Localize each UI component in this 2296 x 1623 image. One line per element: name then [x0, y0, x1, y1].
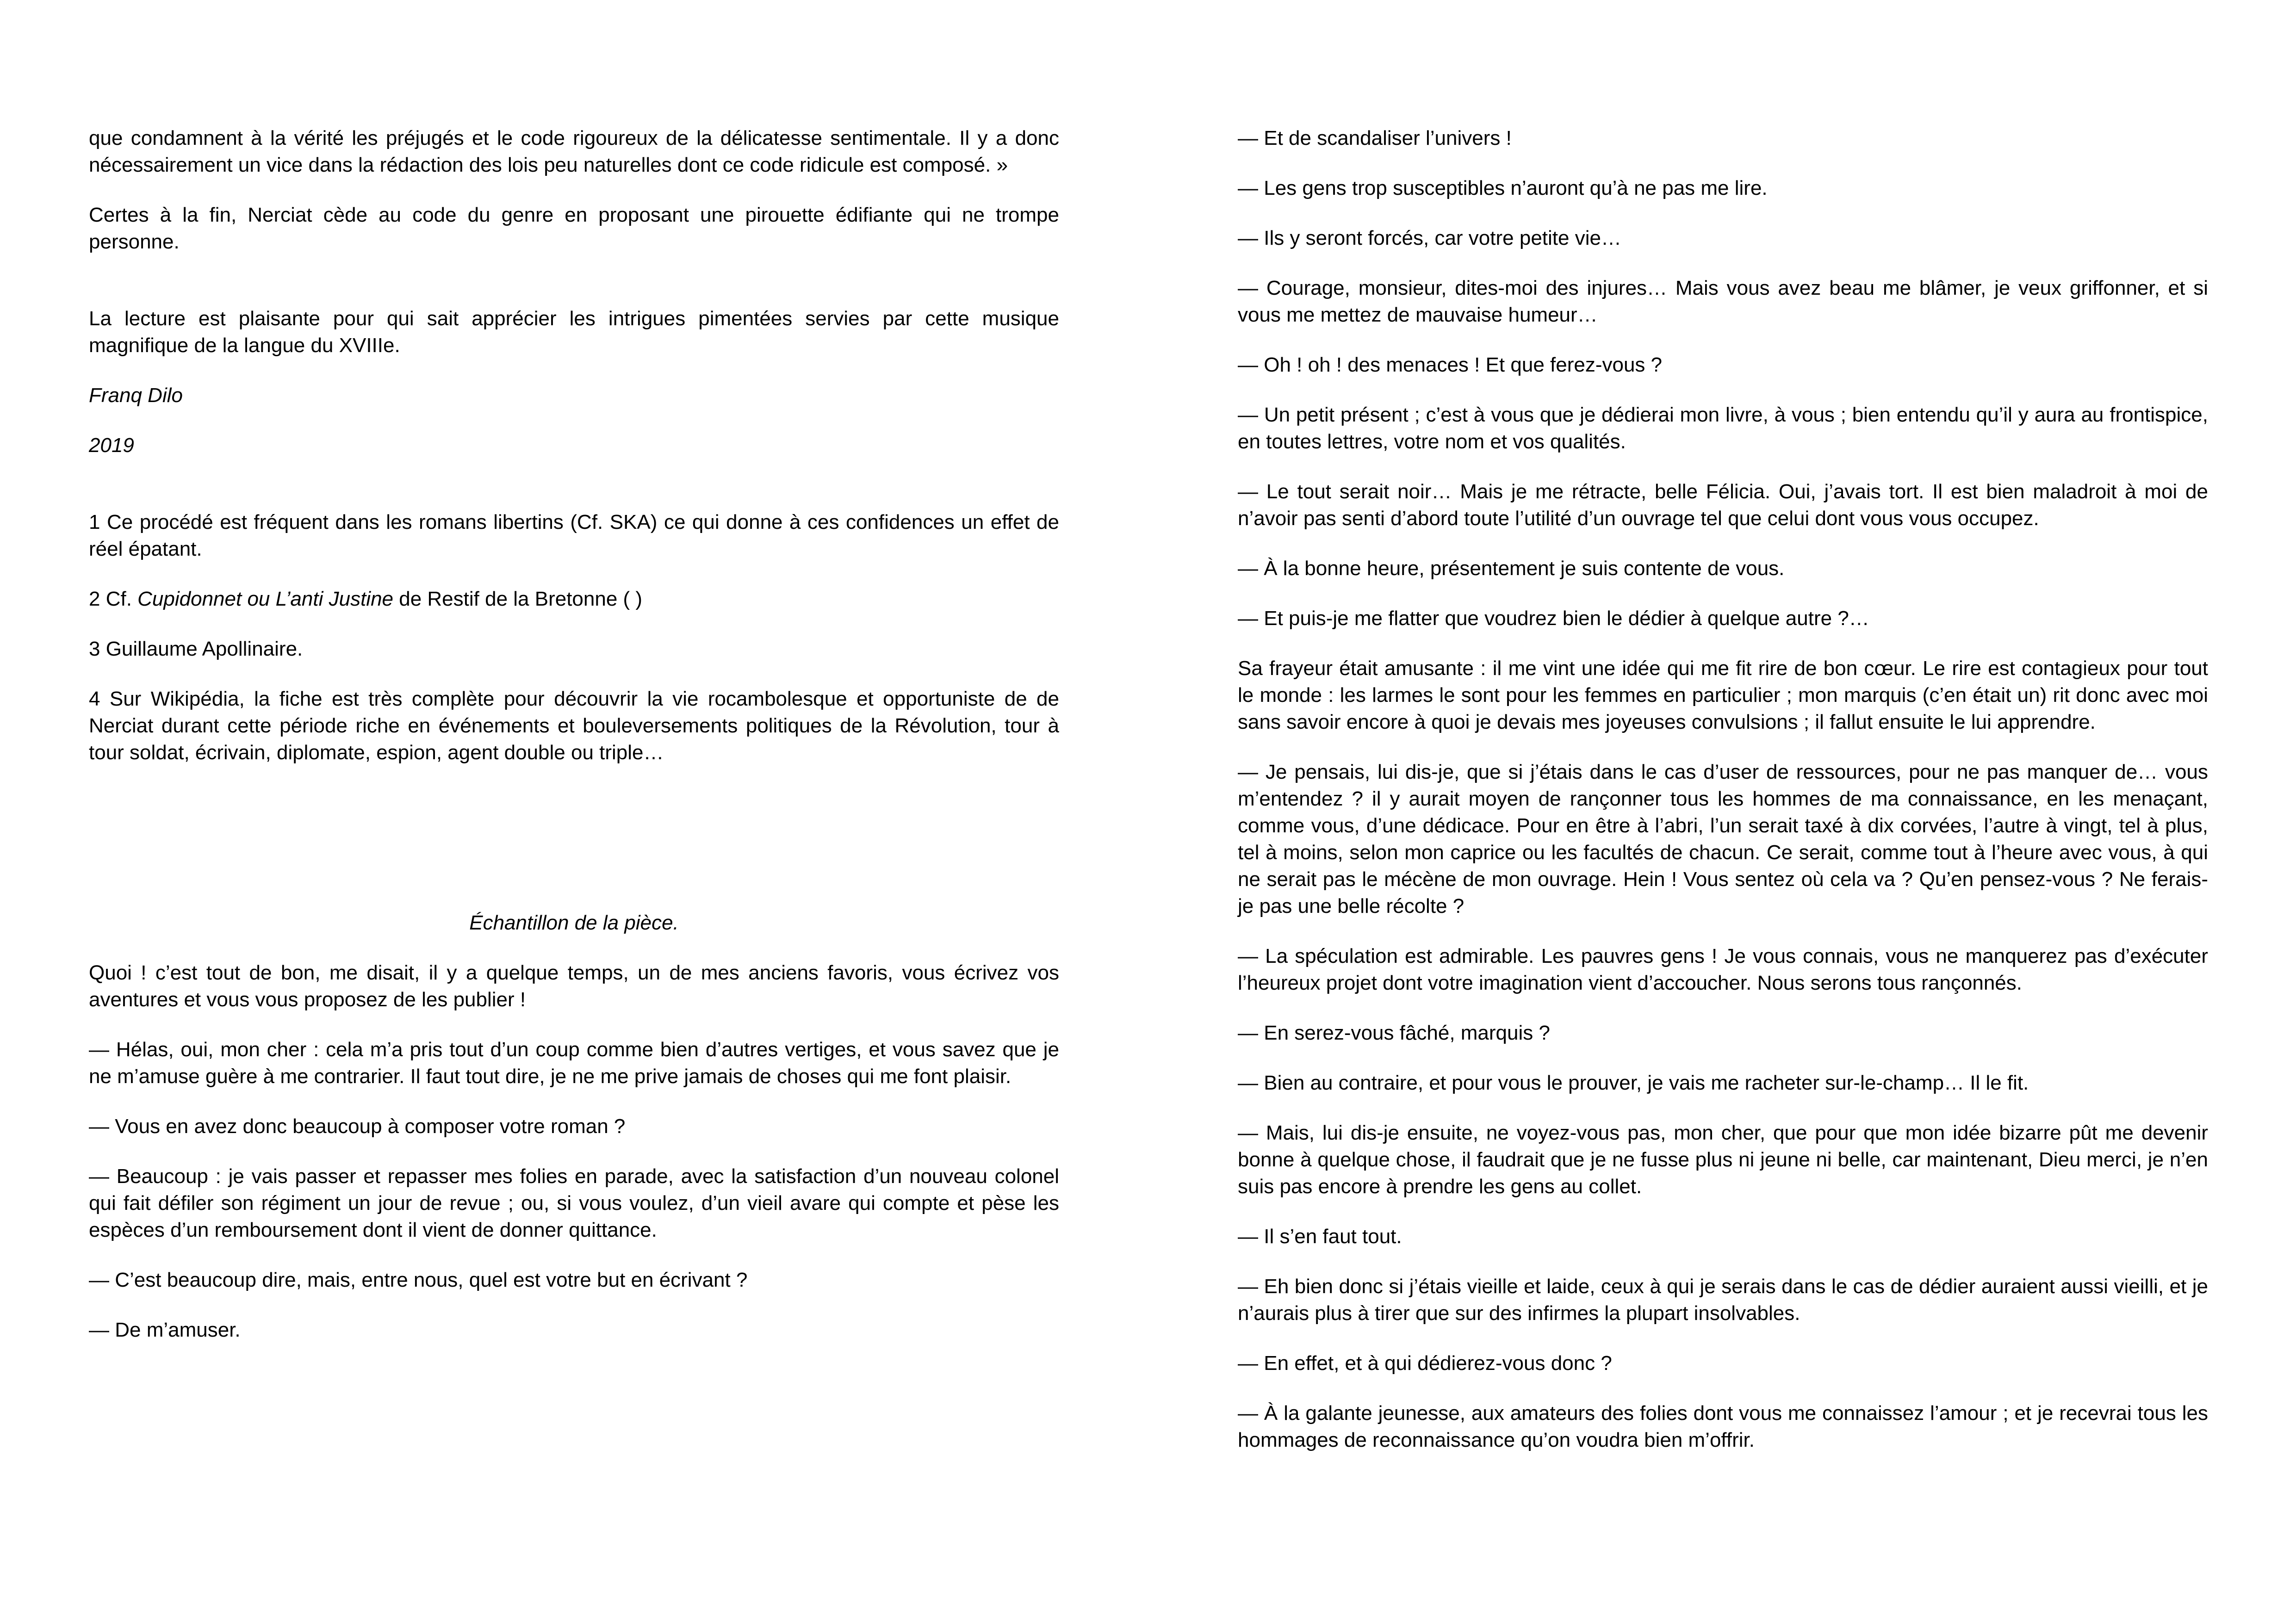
footnote-1: 1 Ce procédé est fréquent dans les romans libertins (Cf. SKA) ce qui donne à ces confidences un effet de réel épatant.: [89, 511, 1059, 560]
dialogue-paragraph: — Les gens trop susceptibles n’auront qu’à ne pas me lire.: [1238, 177, 1768, 199]
footnote-2: [89, 586, 1059, 613]
paragraph: Certes à la fin, Nerciat cède au code du genre en proposant une pirouette édifiante qui ne trompe personne.: [89, 204, 1059, 253]
dialogue-paragraph: — En serez-vous fâché, marquis ?: [1238, 1022, 1550, 1044]
dialogue-paragraph: — Un petit présent ; c’est à vous que je dédierai mon livre, à vous ; bien entendu qu’il y aura au frontispice, en toutes lettres, votre nom et vos qualités.: [1238, 403, 2208, 453]
dialogue-paragraph: — Hélas, oui, mon cher : cela m’a pris tout d’un coup comme bien d’autres vertiges, et vous savez que je ne m’amuse guère à me contrarier. Il faut tout dire, je ne me prive jamais de choses qui me font plaisir.: [89, 1038, 1059, 1088]
dialogue-paragraph: — Et de scandaliser l’univers !: [1238, 127, 1512, 149]
dialogue-paragraph: — Je pensais, lui dis-je, que si j’étais dans le cas d’user de ressources, pour ne pas manquer de… vous m’entendez ? il y aurait moyen de rançonner tous les hommes de ma connaissance, en les menaçant, comme vous, d’une dédicace. Pour en être à l’abri, l’un serait taxé à dix corvées, l’autre à vingt, tel à plus, tel à moins, selon mon caprice ou les facultés de chacun. Ce serait, comme tout à l’heure avec vous, à qui ne serait pas le mécène de mon ouvrage. Hein ! Vous sentez où cela va ? Qu’en pensez-vous ? Ne ferais-je pas une belle récolte ?: [1238, 761, 2208, 917]
footnote-4: 4 Sur Wikipédia, la fiche est très complète pour découvrir la vie rocambolesque et opportuniste de de Nerciat durant cette période riche en événements et bouleversements politiques de la Révolution, tour à tour soldat, écrivain, diplomate, espion, agent double ou triple…: [89, 688, 1059, 764]
dialogue-paragraph: — Le tout serait noir… Mais je me rétracte, belle Félicia. Oui, j’avais tort. Il est bien maladroit à moi de n’avoir pas senti d’abord toute l’utilité d’un ouvrage tel que celui dont vous vous occupez.: [1238, 480, 2208, 530]
dialogue-paragraph: — Il s’en faut tout.: [1238, 1225, 1402, 1248]
dialogue-paragraph: — Courage, monsieur, dites-moi des injures… Mais vous avez beau me blâmer, je veux griffonner, et si vous me mettez de mauvaise humeur…: [1238, 277, 2208, 326]
footnote-2-title: Cupidonnet ou L’anti Justine: [137, 588, 394, 610]
right-page-column: [1238, 125, 2208, 1477]
dialogue-paragraph: — Ils y seront forcés, car votre petite vie…: [1238, 227, 1621, 249]
paragraph: La lecture est plaisante pour qui sait apprécier les intrigues pimentées servies par cette musique magnifique de la langue du XVIIIe.: [89, 307, 1059, 357]
footnote-3: 3 Guillaume Apollinaire.: [89, 638, 303, 660]
dialogue-paragraph: — Mais, lui dis-je ensuite, ne voyez-vous pas, mon cher, que pour que mon idée bizarre pût me devenir bonne à quelque chose, il faudrait que je ne fusse plus ni jeune ni belle, car maintenant, Dieu merci, je n’en suis pas encore à prendre les gens au collet.: [1238, 1121, 2208, 1198]
dialogue-paragraph: Quoi ! c’est tout de bon, me disait, il y a quelque temps, un de mes anciens favoris, vous écrivez vos aventures et vous vous proposez de les publier !: [89, 961, 1059, 1011]
footnote-2-suffix: de Restif de la Bretonne ( ): [393, 588, 643, 610]
dialogue-paragraph: — En effet, et à qui dédierez-vous donc ?: [1238, 1352, 1612, 1375]
author-signature: Franq Dilo: [89, 384, 183, 407]
dialogue-paragraph: — De m’amuser.: [89, 1319, 241, 1341]
dialogue-paragraph: — Eh bien donc si j’étais vieille et laide, ceux à qui je serais dans le cas de dédier auraient aussi vieilli, et je n’aurais plus à tirer que sur des infirmes la plupart insolvables.: [1238, 1275, 2208, 1325]
dialogue-paragraph: — La spéculation est admirable. Les pauvres gens ! Je vous connais, vous ne manquerez pas d’exécuter l’heureux projet dont votre imagination vient d’accoucher. Nous serons tous rançonnés.: [1238, 945, 2208, 994]
dialogue-paragraph: — C’est beaucoup dire, mais, entre nous, quel est votre but en écrivant ?: [89, 1269, 748, 1291]
footnote-2-prefix: 2 Cf.: [89, 588, 138, 610]
year: 2019: [89, 434, 134, 457]
dialogue-paragraph: — À la galante jeunesse, aux amateurs des folies dont vous me connaissez l’amour ; et je recevrai tous les hommages de reconnaissance qu’on voudra bien m’offrir.: [1238, 1402, 2208, 1451]
section-title: Échantillon de la pièce.: [469, 911, 679, 934]
dialogue-paragraph: — À la bonne heure, présentement je suis contente de vous.: [1238, 557, 1785, 580]
dialogue-paragraph: — Beaucoup : je vais passer et repasser mes folies en parade, avec la satisfaction d’un nouveau colonel qui fait défiler son régiment un jour de revue ; ou, si vous voulez, d’un vieil avare qui compte et pèse les espèces d’un remboursement dont il vient de donner quittance.: [89, 1165, 1059, 1241]
paragraph: que condamnent à la vérité les préjugés et le code rigoureux de la délicatesse sentimentale. Il y a donc nécessairement un vice dans la rédaction des lois peu naturelles dont ce code ridicule est composé. »: [89, 127, 1059, 176]
dialogue-paragraph: — Oh ! oh ! des menaces ! Et que ferez-vous ?: [1238, 353, 1663, 376]
left-page-column: [89, 125, 1059, 1367]
dialogue-paragraph: — Et puis-je me flatter que voudrez bien le dédier à quelque autre ?…: [1238, 607, 1869, 630]
dialogue-paragraph: — Bien au contraire, et pour vous le prouver, je vais me racheter sur-le-champ… Il le fit.: [1238, 1072, 2029, 1094]
dialogue-paragraph: — Vous en avez donc beaucoup à composer votre roman ?: [89, 1115, 626, 1138]
narration-paragraph: Sa frayeur était amusante : il me vint une idée qui me fit rire de bon cœur. Le rire est contagieux pour tout le monde : les larmes le sont pour les femmes en particulier ; mon marquis (c’en était un) rit donc avec moi sans savoir encore à quoi je devais mes joyeuses convulsions ; il fallut ensuite le lui apprendre.: [1238, 657, 2208, 733]
